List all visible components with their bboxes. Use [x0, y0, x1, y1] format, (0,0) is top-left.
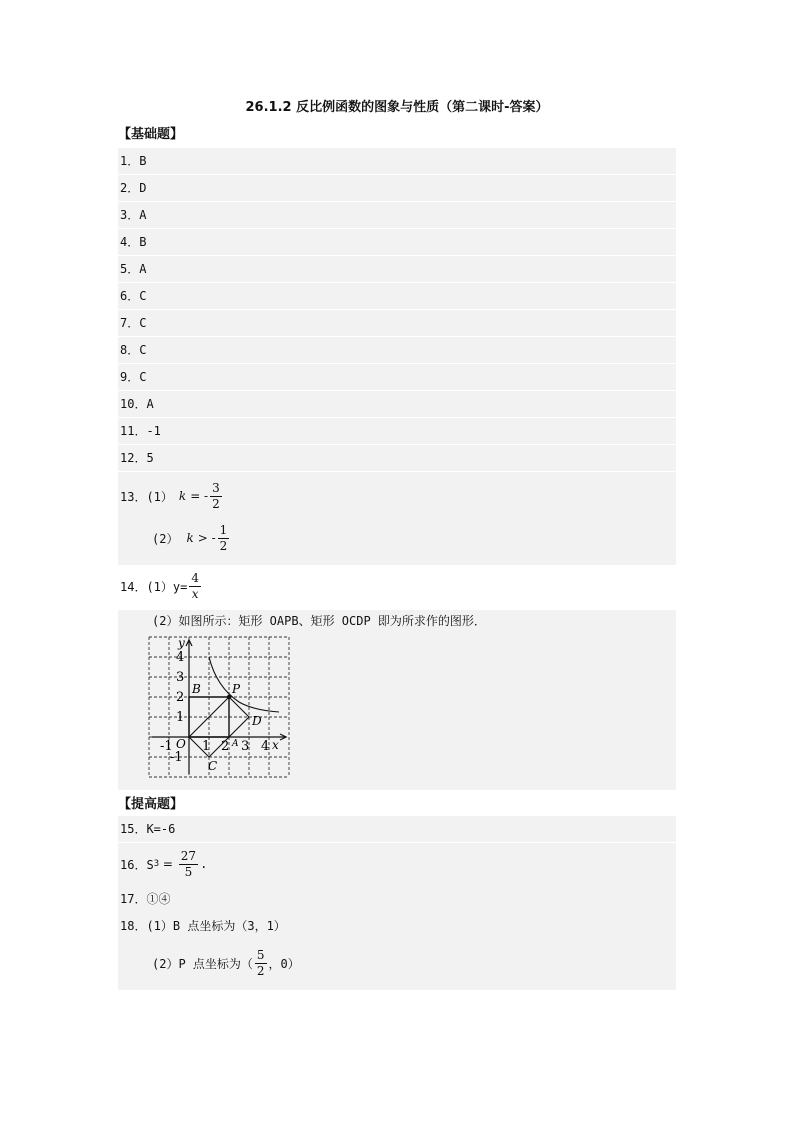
answer-item: 15．K=-6 — [118, 816, 676, 843]
origin-label: O — [176, 737, 186, 751]
answer-item: 8．C — [118, 337, 676, 364]
q18-p2-den: 2 — [256, 963, 265, 978]
y-tick-label: 2 — [176, 690, 185, 705]
q18-part1: 18．(1）B 点坐标为（3，1） — [120, 919, 286, 933]
q13-p1-prefix: 13．(1） — [120, 489, 173, 504]
q13-p1-fraction — [210, 481, 222, 512]
q18-p2-prefix: (2）P 点坐标为（ — [152, 956, 253, 971]
point-p-label: P — [232, 682, 241, 696]
answer-item: 10．A — [118, 391, 676, 418]
x-tick-label: 2 — [221, 739, 230, 754]
hyperbola-curve — [209, 657, 279, 712]
q14-p1-num: 4 — [191, 570, 199, 585]
answer-item: 4．B — [118, 229, 676, 256]
q13-p2-var: k — [186, 531, 194, 545]
q18-p2-num: 5 — [256, 947, 265, 962]
q16-den: 5 — [184, 864, 193, 879]
q14-p1-prefix: 14．(1）y= — [120, 579, 188, 594]
answer-item: 5．A — [118, 256, 676, 283]
y-tick-label: 1 — [176, 710, 185, 725]
x-tick-label: 1 — [202, 739, 211, 754]
answer-item: 9．C — [118, 364, 676, 391]
coordinate-graph — [148, 636, 290, 778]
q14-p1-den: x — [191, 586, 199, 601]
y-axis-label: y — [178, 636, 185, 650]
point-c-label: C — [208, 759, 218, 773]
answer-item: 3．A — [118, 202, 676, 229]
q13-p2-den: 2 — [219, 538, 228, 553]
q13-part2 — [152, 520, 231, 556]
q14-p2-text: (2）如图所示：矩形 OAPB、矩形 OCDP 即为所求作的图形． — [152, 614, 486, 628]
q13-part1 — [120, 478, 224, 514]
basic-answers-block — [118, 148, 676, 565]
point-d-label: D — [252, 714, 262, 728]
answer-item: 1．B — [118, 148, 676, 175]
q13-p2-num: 1 — [219, 522, 228, 537]
answer-item: 6．C — [118, 283, 676, 310]
q14-part2-block — [118, 610, 676, 790]
x-axis-label: x — [272, 738, 279, 752]
q18-part2 — [152, 944, 300, 982]
x-tick-label: -1 — [160, 739, 173, 754]
section-heading-basic: 【基础题】 — [118, 127, 184, 142]
q18-p2-suffix: ，0） — [268, 956, 300, 971]
q13-p1-var: k — [178, 489, 187, 503]
q16-suffix: . — [200, 857, 208, 871]
q13-p2-op: > - — [197, 531, 216, 545]
q16-fraction — [179, 849, 198, 880]
q16-prefix: 16．S — [120, 857, 154, 872]
q13-p1-eq: = - — [190, 489, 209, 503]
q16-eq: = — [159, 857, 177, 871]
advanced-answers-block — [118, 816, 676, 990]
page-title: 26.1.2 反比例函数的图象与性质（第二课时-答案） — [245, 100, 549, 115]
q16-num: 27 — [180, 848, 197, 863]
point-p — [227, 695, 231, 699]
q13-p2-fraction — [218, 523, 230, 554]
point-a-label: A — [232, 739, 239, 749]
rectangle-ocdp — [189, 697, 249, 757]
answer-item: 17．①④ — [120, 892, 171, 906]
point-b-label: B — [192, 682, 201, 696]
section-heading-advanced: 【提高题】 — [118, 797, 184, 812]
q13-p2-prefix: (2） — [152, 531, 179, 546]
y-tick-label: -1 — [170, 750, 183, 765]
x-tick-label: 4 — [261, 739, 270, 754]
y-tick-label: 4 — [176, 650, 185, 665]
answer-item: 2．D — [118, 175, 676, 202]
q18-p2-fraction — [255, 948, 267, 979]
q16-subscript: 3 — [153, 859, 160, 869]
y-tick-label: 3 — [176, 670, 185, 685]
q13-p1-den: 2 — [212, 496, 220, 511]
answer-item: 7．C — [118, 310, 676, 337]
q16-answer — [120, 846, 207, 882]
x-tick-label: 3 — [241, 739, 250, 754]
q14-part1 — [120, 566, 203, 606]
q13-p1-num: 3 — [212, 480, 220, 495]
answer-item: 11．-1 — [118, 418, 676, 445]
q14-p1-fraction — [189, 571, 201, 602]
answer-item: 12．5 — [118, 445, 676, 472]
